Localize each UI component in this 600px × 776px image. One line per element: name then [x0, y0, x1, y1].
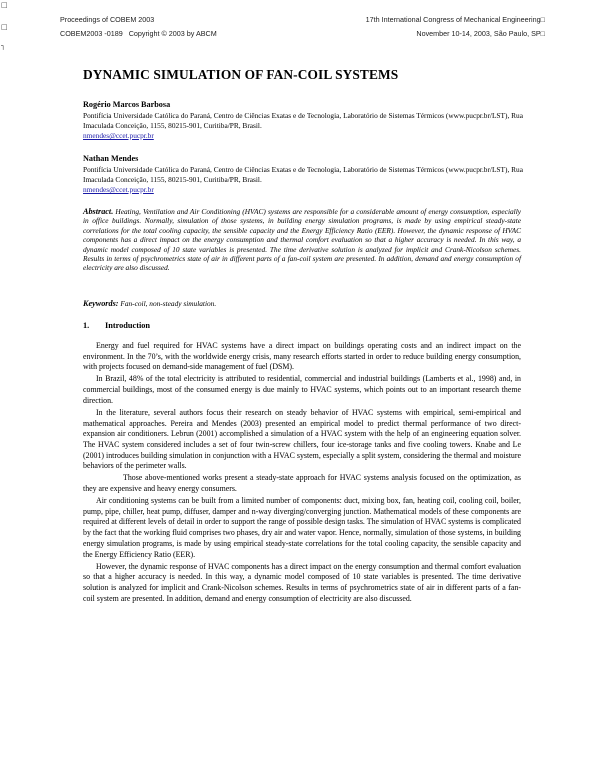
author-name: Nathan Mendes [83, 154, 139, 163]
section-title: Introduction [105, 321, 151, 330]
keywords [83, 299, 521, 308]
header-congress [366, 15, 545, 25]
header-box-mark: □ [540, 29, 545, 38]
paragraph: Those above-mentioned works present a steady-state approach for HVAC systems analysis focused on the optimization, as they are expensive and heavy energy consumers. [83, 473, 521, 494]
keywords-text: Fan-coil, non-steady simulation. [120, 299, 217, 308]
body-text [83, 341, 521, 606]
paragraph: Energy and fuel required for HVAC systems have a direct impact on buildings operating costs and an indirect impact on the environment. In the 70’s, with the worldwide energy crisis, many research efforts started in order to reduce building energy consumption, with projects focused on demand-side management of fuel (DSM). [83, 341, 521, 372]
header-box-mark: □ [540, 15, 545, 24]
abstract-label: Abstract. [83, 207, 114, 216]
section-number: 1. [83, 321, 90, 330]
header-paper-id-text: COBEM2003 -0189 [60, 29, 123, 38]
margin-corner-mark: ┐ [1, 42, 6, 50]
author-email-link[interactable]: nmendes@ccet.pucpr.br [83, 185, 154, 194]
header-paper-id [60, 29, 217, 39]
author-email-link[interactable]: nmendes@ccet.pucpr.br [83, 131, 154, 140]
keywords-label: Keywords: [83, 299, 119, 308]
margin-box-mark: □ [1, 1, 8, 9]
header-date-place-text: November 10-14, 2003, São Paulo, SP [416, 29, 541, 38]
abstract-text: Heating, Ventilation and Air Conditioning (HVAC) systems are responsible for a considerable amount of energy consumption, especially in office buildings. Normally, simulation of those systems, in building energy simulation programs, is made by using empirical steady-state correlations for the total cooling capacity, the sensible capacity and the Energy Efficiency Ratio (EER). However, the dynamic response of HVAC components has a direct impact on the energy consumption and thermal comfort evaluation so that a higher accuracy is needed. In this way, a dynamic model composed of 10 state variables is presented. The time derivative solution is analyzed for implicit and Crank-Nicolson schemes. Results in terms of psychrometrics state of air in different parts of a fan-coil system are presented. In addition, demand and energy consumption of electricity are also discussed. [83, 207, 521, 273]
header-proceedings: Proceedings of COBEM 2003 [60, 15, 155, 24]
author-name: Rogério Marcos Barbosa [83, 100, 171, 109]
author-affiliation: Pontifícia Universidade Católica do Paraná, Centro de Ciências Exatas e de Tecnologia, Laboratório de Sistemas Térmicos (www.pucpr.br/LST), Rua Imaculada Conceição, 1155, 80215-901, Curitiba/PR, Brasil. [83, 111, 523, 130]
header-date-place [416, 29, 545, 39]
paper-title: DYNAMIC SIMULATION OF FAN-COIL SYSTEMS [83, 67, 399, 82]
header-copyright: Copyright © 2003 by ABCM [128, 29, 217, 38]
margin-box-mark: □ [1, 23, 8, 31]
header-congress-text: 17th International Congress of Mechanical Engineering [365, 15, 541, 24]
abstract [83, 207, 521, 273]
paragraph: In the literature, several authors focus their research on steady behavior of HVAC systems with empirical, semi-empirical and mathematical approaches. Pereira and Mendes (2003) presented an empirical model to predict thermal performance of two direct-expansion air conditioners. Lebrun (2001) accomplished a simulation of a HVAC system with the help of an engineering equation solver. The HVAC system considered includes a set of four twin-screw chillers, four ice-storage tanks and five cooling towers. Knabe and Le (2001) introduces building simulation in conjunction with a HVAC system, especially a split system, considering the thermal and moisture behaviors of the perimeter walls. [83, 407, 521, 471]
section-heading [83, 321, 150, 330]
paragraph: In Brazil, 48% of the total electricity is attributed to residential, commercial and industrial buildings (Lamberts et al., 1998) and, in commercial buildings, most of the consumed energy is due mainly to HVAC systems, which points out to an important research theme direction. [83, 374, 521, 405]
paragraph: Air conditioning systems can be built from a limited number of components: duct, mixing box, fan, heating coil, cooling coil, boiler, pump, pipe, chiller, heat pump, diffuser, damper and n-way diverging/converging junction. Mathematical models of these components are required at different levels of detail in order to support the range of possible design tasks. The simulation of HVAC systems is complicated by the fact that the working fluid comprises two phases, dry air and water vapor. Hence, normally, simulation of those systems, in building energy simulation programs, is made by using empirical steady-state correlations for the total cooling capacity, the sensible capacity and the Energy Efficiency Ratio (EER). [83, 496, 521, 559]
author-affiliation: Pontifícia Universidade Católica do Paraná, Centro de Ciências Exatas e de Tecnologia, Laboratório de Sistemas Térmicos (www.pucpr.br/LST), Rua Imaculada Conceição, 1155, 80215-901, Curitiba/PR, Brasil. [83, 165, 523, 184]
paragraph: However, the dynamic response of HVAC components has a direct impact on the energy consumption and thermal comfort evaluation so that a higher accuracy is needed. In this way, a dynamic model composed of 10 state variables is presented. The time derivative solution is analyzed for implicit and Crank-Nicolson schemes. Results in terms of psychrometrics state of air in different parts of a fan-coil system are presented. In addition, demand and energy consumption of electricity are also discussed. [83, 561, 521, 603]
